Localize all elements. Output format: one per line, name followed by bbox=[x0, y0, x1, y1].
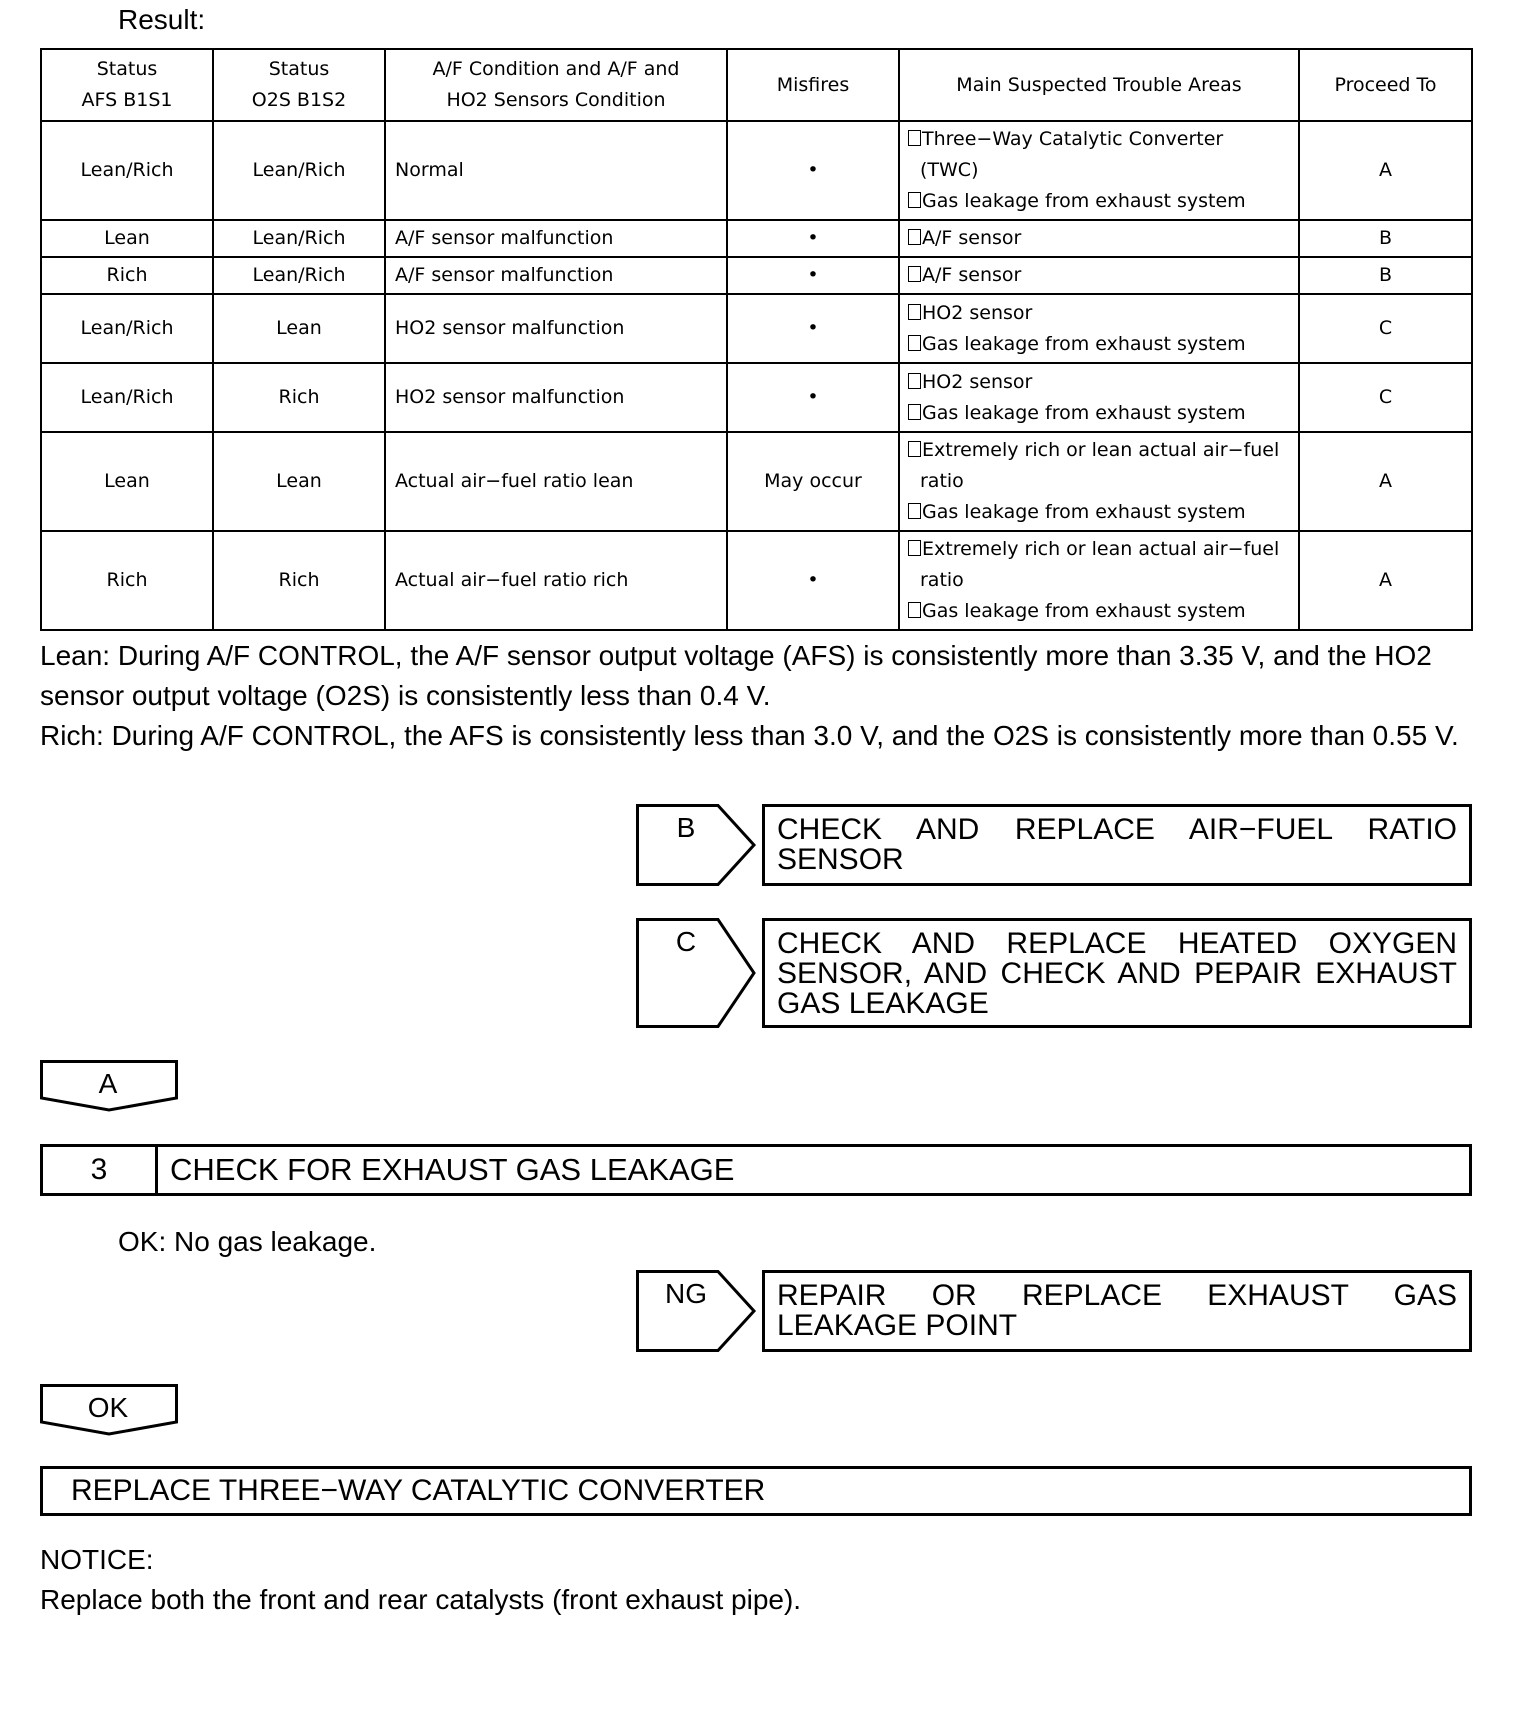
cell-o2s: Lean/Rich bbox=[213, 257, 385, 294]
cell-o2s: Lean/Rich bbox=[213, 220, 385, 257]
trouble-area-text: Gas leakage from exhaust system bbox=[922, 401, 1246, 424]
cell-condition: A/F sensor malfunction bbox=[385, 257, 727, 294]
checkbox-icon bbox=[908, 540, 921, 556]
cell-misfires: • bbox=[727, 363, 899, 432]
header-afs: Status AFS B1S1 bbox=[41, 49, 213, 121]
cell-o2s: Rich bbox=[213, 363, 385, 432]
trouble-area-text: (TWC) bbox=[920, 159, 979, 181]
trouble-area-text: Extremely rich or lean actual air−fuel bbox=[922, 439, 1280, 461]
table-row bbox=[41, 363, 1472, 432]
cell-o2s: Lean bbox=[213, 294, 385, 363]
trouble-area-text: Gas leakage from exhaust system bbox=[922, 190, 1246, 212]
cell-proceed: B bbox=[1299, 257, 1472, 294]
note-lean: Lean: During A/F CONTROL, the A/F sensor output voltage (AFS) is consistently more than 3.35 V, and the HO2 sensor output voltage (O2S) is consistently less than 0.4 V. bbox=[40, 640, 1432, 711]
trouble-area-item bbox=[908, 329, 1292, 360]
cell-proceed: A bbox=[1299, 432, 1472, 531]
cell-misfires: • bbox=[727, 294, 899, 363]
down-tag-a-label: A bbox=[98, 1068, 118, 1099]
ok-condition: OK: No gas leakage. bbox=[118, 1226, 377, 1257]
header-proceed: Proceed To bbox=[1299, 49, 1472, 121]
cell-areas bbox=[899, 432, 1299, 531]
trouble-area-text: A/F sensor bbox=[922, 227, 1022, 249]
branch-c-tag bbox=[636, 918, 756, 1028]
trouble-area-item bbox=[908, 223, 1292, 254]
cell-areas bbox=[899, 531, 1299, 630]
header-o2s: Status O2S B1S2 bbox=[213, 49, 385, 121]
trouble-area-item bbox=[908, 367, 1292, 398]
checkbox-icon bbox=[908, 304, 921, 320]
cell-misfires: • bbox=[727, 257, 899, 294]
checkbox-icon bbox=[908, 335, 921, 351]
branch-c-action: CHECK AND REPLACE HEATED OXYGEN SENSOR, AND CHECK AND PEPAIR EXHAUST GAS LEAKAGE bbox=[762, 918, 1472, 1028]
step-number: 3 bbox=[43, 1147, 158, 1193]
trouble-area-text: Three−Way Catalytic Converter bbox=[922, 128, 1224, 150]
cell-proceed: C bbox=[1299, 294, 1472, 363]
cell-o2s: Lean bbox=[213, 432, 385, 531]
cell-o2s: Lean/Rich bbox=[213, 121, 385, 220]
trouble-area-item bbox=[908, 596, 1292, 627]
final-action-box: REPLACE THREE−WAY CATALYTIC CONVERTER bbox=[40, 1466, 1472, 1516]
checkbox-icon bbox=[908, 404, 921, 420]
cell-proceed: A bbox=[1299, 121, 1472, 220]
branch-b-action: CHECK AND REPLACE AIR−FUEL RATIO SENSOR bbox=[762, 804, 1472, 886]
checkbox-icon bbox=[908, 373, 921, 389]
table-row bbox=[41, 121, 1472, 220]
cell-areas bbox=[899, 257, 1299, 294]
branch-c-label: C bbox=[675, 926, 697, 957]
cell-areas bbox=[899, 363, 1299, 432]
cell-proceed: B bbox=[1299, 220, 1472, 257]
cell-afs: Rich bbox=[41, 531, 213, 630]
step-3-box bbox=[40, 1144, 1472, 1196]
down-tag-ok bbox=[40, 1384, 178, 1436]
cell-afs: Lean bbox=[41, 220, 213, 257]
trouble-area-text: ratio bbox=[920, 569, 964, 591]
checkbox-icon bbox=[908, 130, 921, 146]
result-label: Result: bbox=[118, 4, 206, 35]
trouble-area-item bbox=[908, 186, 1292, 217]
trouble-area-item bbox=[908, 497, 1292, 528]
results-table bbox=[40, 48, 1473, 631]
checkbox-icon bbox=[908, 229, 921, 245]
cell-misfires: • bbox=[727, 531, 899, 630]
cell-condition: Actual air−fuel ratio rich bbox=[385, 531, 727, 630]
checkbox-icon bbox=[908, 503, 921, 519]
branch-ng-tag bbox=[636, 1270, 756, 1352]
note-rich: Rich: During A/F CONTROL, the AFS is consistently less than 3.0 V, and the O2S is consistently more than 0.55 V. bbox=[40, 720, 1459, 751]
cell-afs: Lean/Rich bbox=[41, 294, 213, 363]
cell-proceed: A bbox=[1299, 531, 1472, 630]
checkbox-icon bbox=[908, 441, 921, 457]
table-header-row bbox=[41, 49, 1472, 121]
cell-condition: HO2 sensor malfunction bbox=[385, 294, 727, 363]
checkbox-icon bbox=[908, 602, 921, 618]
trouble-area-item bbox=[908, 298, 1292, 329]
notice-heading: NOTICE: bbox=[40, 1544, 154, 1575]
cell-condition: HO2 sensor malfunction bbox=[385, 363, 727, 432]
down-tag-ok-label: OK bbox=[87, 1392, 129, 1423]
notice-text: Replace both the front and rear catalysts (front exhaust pipe). bbox=[40, 1584, 802, 1615]
cell-afs: Lean bbox=[41, 432, 213, 531]
cell-proceed: C bbox=[1299, 363, 1472, 432]
trouble-area-text: A/F sensor bbox=[922, 264, 1022, 286]
trouble-area-item bbox=[908, 534, 1292, 565]
trouble-area-item bbox=[908, 435, 1292, 466]
trouble-area-item bbox=[908, 398, 1292, 429]
table-row bbox=[41, 432, 1472, 531]
cell-areas bbox=[899, 220, 1299, 257]
branch-ng-action: REPAIR OR REPLACE EXHAUST GAS LEAKAGE POINT bbox=[762, 1270, 1472, 1352]
trouble-area-item bbox=[908, 155, 1292, 186]
down-tag-a bbox=[40, 1060, 178, 1112]
cell-misfires: May occur bbox=[727, 432, 899, 531]
cell-afs: Lean/Rich bbox=[41, 121, 213, 220]
branch-ng-label: NG bbox=[665, 1278, 707, 1309]
table-row bbox=[41, 294, 1472, 363]
cell-areas bbox=[899, 121, 1299, 220]
trouble-area-text: HO2 sensor bbox=[922, 370, 1033, 393]
branch-b-tag bbox=[636, 804, 756, 886]
cell-condition: Actual air−fuel ratio lean bbox=[385, 432, 727, 531]
trouble-area-text: ratio bbox=[920, 470, 964, 492]
header-misfires: Misfires bbox=[727, 49, 899, 121]
cell-afs: Rich bbox=[41, 257, 213, 294]
cell-condition: Normal bbox=[385, 121, 727, 220]
checkbox-icon bbox=[908, 192, 921, 208]
cell-misfires: • bbox=[727, 220, 899, 257]
trouble-area-item bbox=[908, 260, 1292, 291]
trouble-area-text: HO2 sensor bbox=[922, 301, 1033, 324]
trouble-area-item bbox=[908, 565, 1292, 596]
table-row bbox=[41, 531, 1472, 630]
trouble-area-text: Gas leakage from exhaust system bbox=[922, 332, 1246, 355]
branch-b-label: B bbox=[676, 812, 696, 843]
trouble-area-item bbox=[908, 466, 1292, 497]
step-title: CHECK FOR EXHAUST GAS LEAKAGE bbox=[170, 1152, 735, 1187]
trouble-area-text: Gas leakage from exhaust system bbox=[922, 600, 1246, 622]
cell-afs: Lean/Rich bbox=[41, 363, 213, 432]
cell-areas bbox=[899, 294, 1299, 363]
table-row bbox=[41, 257, 1472, 294]
trouble-area-item bbox=[908, 124, 1292, 155]
header-areas: Main Suspected Trouble Areas bbox=[899, 49, 1299, 121]
trouble-area-text: Extremely rich or lean actual air−fuel bbox=[922, 538, 1280, 560]
trouble-area-text: Gas leakage from exhaust system bbox=[922, 501, 1246, 523]
cell-misfires: • bbox=[727, 121, 899, 220]
cell-condition: A/F sensor malfunction bbox=[385, 220, 727, 257]
table-row bbox=[41, 220, 1472, 257]
checkbox-icon bbox=[908, 266, 921, 282]
header-condition: A/F Condition and A/F and HO2 Sensors Condition bbox=[385, 49, 727, 121]
cell-o2s: Rich bbox=[213, 531, 385, 630]
